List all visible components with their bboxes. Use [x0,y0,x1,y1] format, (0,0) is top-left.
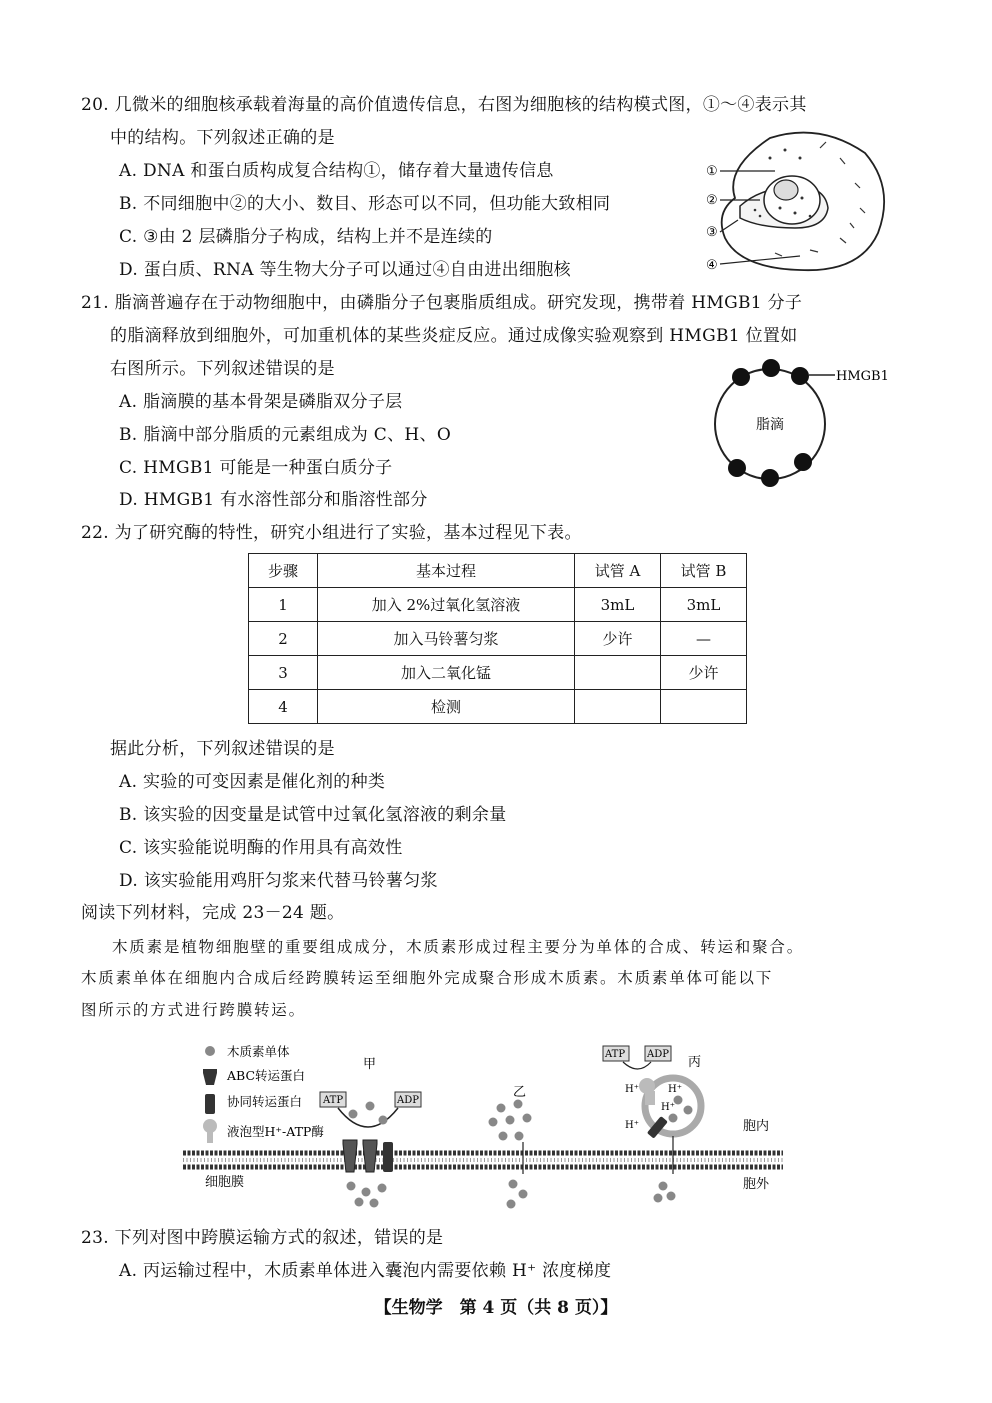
table-row [249,622,747,656]
table-cell [661,690,747,724]
q21-stem-line2: 的脂滴释放到细胞外，可加重机体的某些炎症反应。通过成像实验观察到 HMGB1 位置如 [110,326,798,346]
table-row [249,690,747,724]
table-cell: 加入 2%过氧化氢溶液 [318,588,575,622]
table-cell: 2 [249,622,318,656]
table-cell: 加入马铃薯匀浆 [318,622,575,656]
q21-option-d: D. HMGB1 有水溶性部分和脂溶性部分 [119,490,428,510]
q20-fig-label-1: ① [706,164,718,179]
legend-monomer: 木质素单体 [227,1044,290,1059]
table-header-cell: 试管 A [575,554,661,588]
table-cell: — [661,622,747,656]
page-footer: 【生物学 第 4 页（共 8 页）】 [374,1298,618,1318]
table-cell [575,690,661,724]
table-cell: 少许 [575,622,661,656]
abc-transporter [343,1140,357,1172]
reading-intro: 阅读下列材料，完成 23－24 题。 [81,903,345,923]
q20-stem-line2: 中的结构。下列叙述正确的是 [110,128,335,148]
reading-paragraph-line2: 木质素单体在细胞内合成后经跨膜转运至细胞外完成聚合形成木质素。木质素单体可能以下 [81,969,774,987]
q20-fig-label-4: ④ [706,258,718,273]
pathway-jia-label: 甲 [363,1057,377,1072]
q22-stem: 22. 为了研究酶的特性，研究小组进行了实验，基本过程见下表。 [81,523,582,543]
q22-option-d: D. 该实验能用鸡肝匀浆来代替马铃薯匀浆 [119,871,438,891]
table-row [249,588,747,622]
legend-monomer-icon [205,1046,215,1056]
bing-atp-label: ATP [605,1049,626,1060]
q22-option-a: A. 实验的可变因素是催化剂的种类 [119,772,386,792]
enzyme-experiment-table [248,553,747,724]
legend-atpase: 液泡型H⁺-ATP酶 [227,1124,324,1139]
transport-figure [183,1036,783,1211]
jia-adp-label: ADP [397,1095,419,1106]
pathway-bing-label: 丙 [688,1055,702,1070]
legend-atpase-icon [203,1119,217,1143]
table-cell: 1 [249,588,318,622]
q23-option-a: A. 丙运输过程中，木质素单体进入囊泡内需要依赖 H⁺ 浓度梯度 [119,1261,612,1281]
nucleus-figure [700,128,890,278]
q21-stem-line1: 21. 脂滴普遍存在于动物细胞中，由磷脂分子包裹脂质组成。研究发现，携带着 HMGB1 分子 [81,293,803,313]
legend-cotransporter: 协同转运蛋白 [227,1094,303,1109]
reading-paragraph-line3: 图所示的方式进行跨膜转运。 [81,1001,306,1019]
vacuolar-atpase [639,1078,655,1105]
q21-option-c: C. HMGB1 可能是一种蛋白质分子 [119,458,393,478]
table-cell: 少许 [661,656,747,690]
q20-stem-line1: 20. 几微米的细胞核承载着海量的高价值遗传信息，右图为细胞核的结构模式图，①～④表示其 [81,95,807,115]
q21-fig-hmgb1-label: HMGB1 [836,369,889,384]
q20-fig-label-2: ② [706,193,718,208]
q21-option-b: B. 脂滴中部分脂质的元素组成为 C、H、O [119,425,452,445]
outside-label: 胞外 [743,1177,770,1192]
pathway-yi-label: 乙 [513,1085,527,1100]
q20-option-d: D. 蛋白质、RNA 等生物大分子可以通过④自由进出细胞核 [119,260,571,280]
q20-fig-label-3: ③ [706,225,718,240]
q21-fig-droplet-label: 脂滴 [756,417,784,433]
q22-option-b: B. 该实验的因变量是试管中过氧化氢溶液的剩余量 [119,805,507,825]
table-cell: 3 [249,656,318,690]
q20-option-b: B. 不同细胞中②的大小、数目、形态可以不同，但功能大致相同 [119,194,611,214]
q23-stem: 23. 下列对图中跨膜运输方式的叙述，错误的是 [81,1228,444,1248]
table-cell: 检测 [318,690,575,724]
legend-abc: ABC转运蛋白 [227,1068,306,1083]
bing-hplus-3: H⁺ [661,1102,675,1113]
table-header-cell: 步骤 [249,554,318,588]
q22-lead: 据此分析，下列叙述错误的是 [110,739,335,759]
legend-cotransporter-icon [205,1094,215,1114]
jia-atp-label: ATP [323,1095,344,1106]
bing-hplus-2: H⁺ [668,1084,682,1095]
table-cell: 4 [249,690,318,724]
table-cell [575,656,661,690]
table-header-row [249,554,747,588]
membrane-label: 细胞膜 [205,1175,245,1190]
q20-option-c: C. ③由 2 层磷脂分子构成，结构上并不是连续的 [119,227,493,247]
table-header-cell: 基本过程 [318,554,575,588]
q21-option-a: A. 脂滴膜的基本骨架是磷脂双分子层 [119,392,403,412]
q20-option-a: A. DNA 和蛋白质构成复合结构①，储存着大量遗传信息 [119,161,554,181]
table-cell: 3mL [661,588,747,622]
inside-label: 胞内 [743,1119,770,1134]
table-row [249,656,747,690]
bing-adp-label: ADP [647,1049,669,1060]
legend-abc-icon [203,1069,217,1085]
lipid-droplet-figure [710,358,900,488]
bing-hplus-1: H⁺ [625,1084,639,1095]
table-cell: 加入二氧化锰 [318,656,575,690]
table-header-cell: 试管 B [661,554,747,588]
cotransporter [383,1142,393,1172]
q22-option-c: C. 该实验能说明酶的作用具有高效性 [119,838,403,858]
reading-paragraph-line1: 木质素是植物细胞壁的重要组成成分，木质素形成过程主要分为单体的合成、转运和聚合。 [112,938,805,956]
q21-stem-line3: 右图所示。下列叙述错误的是 [110,359,335,379]
table-cell: 3mL [575,588,661,622]
bing-hplus-4: H⁺ [625,1120,639,1131]
